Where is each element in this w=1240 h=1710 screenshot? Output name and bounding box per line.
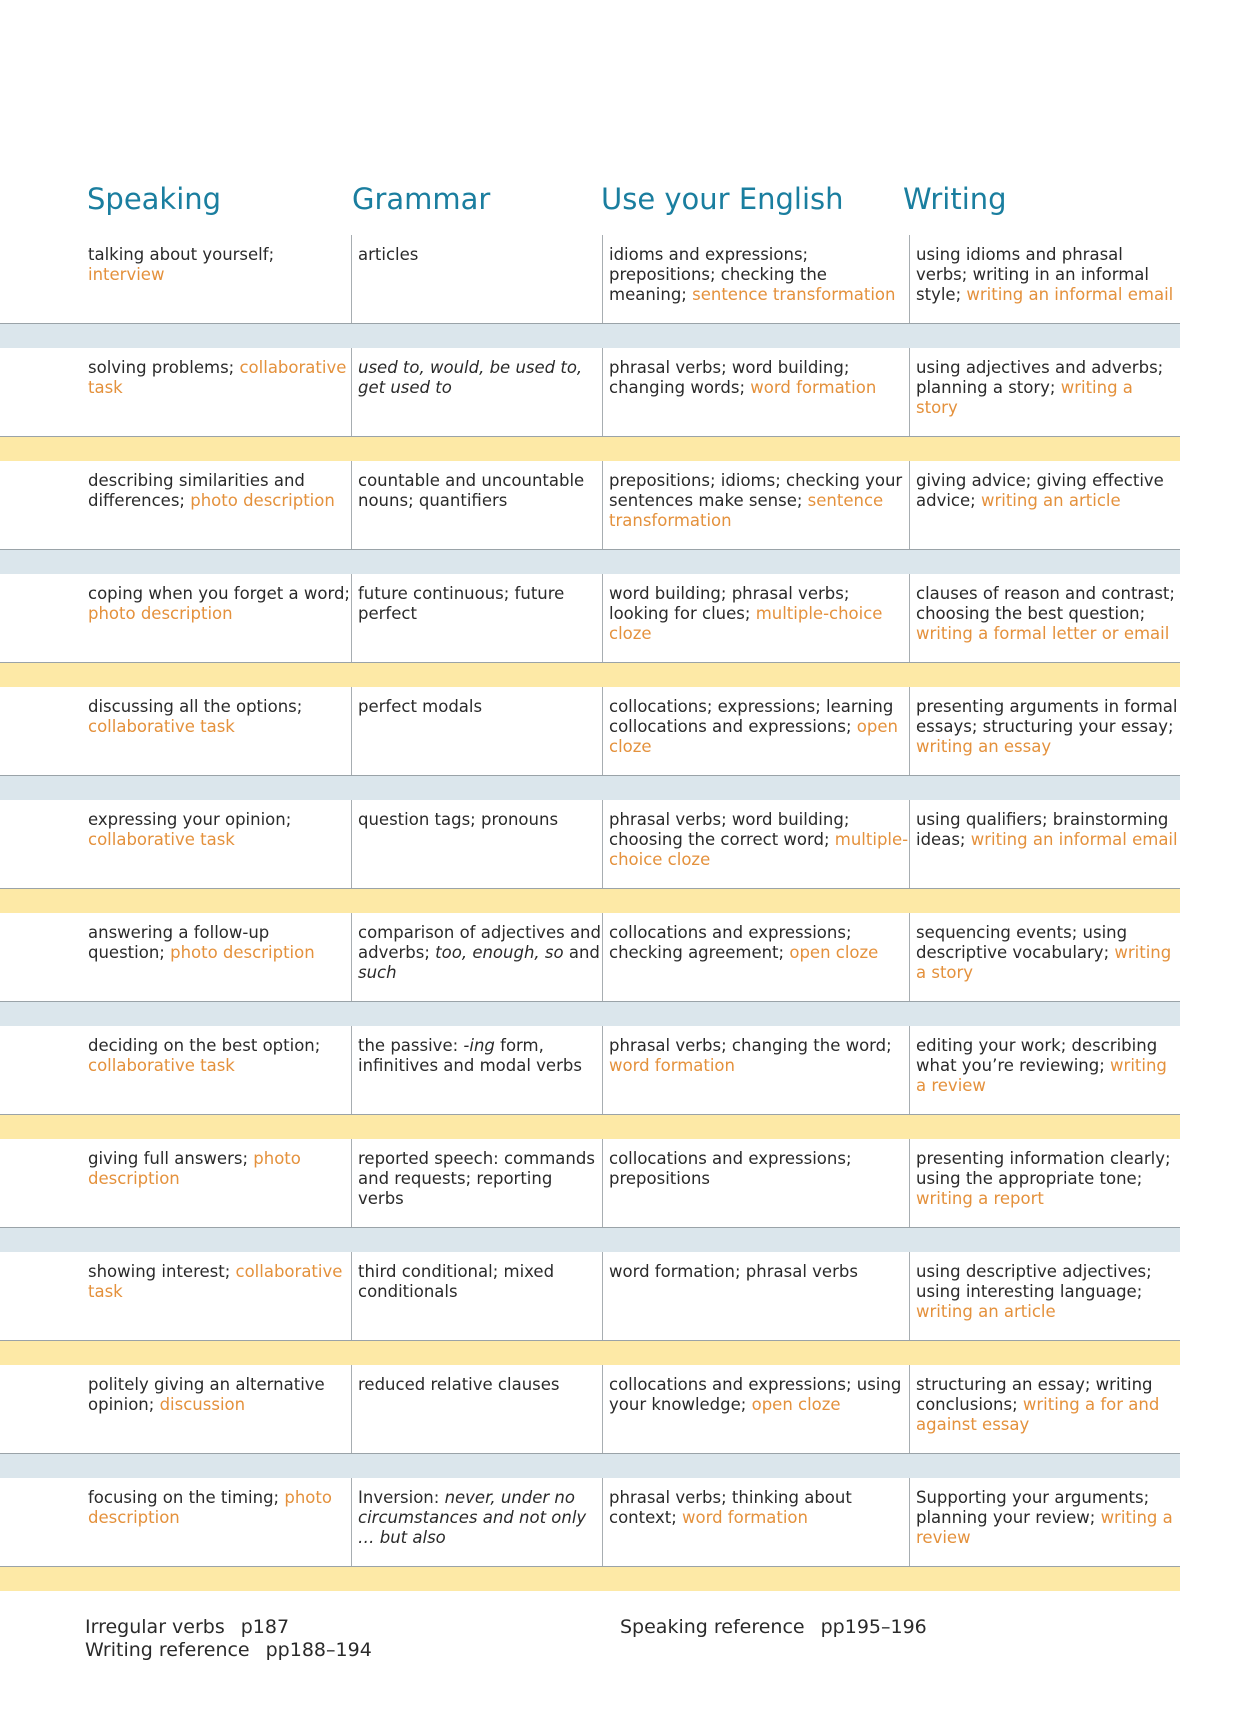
topic-text: presenting arguments in formal essays; structuring your essay; xyxy=(916,697,1178,736)
row-divider-stripe xyxy=(0,1566,1180,1591)
table-row xyxy=(0,800,1180,913)
cell-use-english xyxy=(602,800,909,889)
cell-writing xyxy=(909,1365,1179,1454)
cell-grammar xyxy=(351,348,602,437)
topic-text: phrasal verbs; thinking about context; xyxy=(609,1488,852,1527)
topic-text: comparison of adjectives and adverbs; xyxy=(358,923,601,962)
cell-speaking xyxy=(88,348,350,437)
cell-grammar xyxy=(351,1478,602,1567)
task-type: collaborative task xyxy=(88,358,347,397)
topic-text: using descriptive adjectives; using interesting language; xyxy=(916,1262,1152,1301)
topic-text: countable and uncountable nouns; quantifiers xyxy=(358,471,585,510)
task-type: writing a review xyxy=(916,1056,1167,1095)
row-divider-stripe xyxy=(0,1001,1180,1026)
task-type: discussion xyxy=(159,1395,246,1414)
task-type: sentence transformation xyxy=(609,491,884,530)
table-row xyxy=(0,1026,1180,1139)
topic-text: collocations; expressions; learning collocations and expressions; xyxy=(609,697,894,736)
cell-grammar xyxy=(351,1365,602,1454)
cell-grammar xyxy=(351,1026,602,1115)
topic-text: word formation; phrasal verbs xyxy=(609,1262,858,1281)
topic-text: form, infinitives and modal verbs xyxy=(358,1036,582,1075)
topic-text: giving advice; giving effective advice; xyxy=(916,471,1164,510)
cell-speaking xyxy=(88,1365,350,1454)
task-type: writing a formal letter or email xyxy=(916,624,1170,643)
cell-writing xyxy=(909,348,1179,437)
task-type: writing an essay xyxy=(916,737,1052,756)
cell-speaking xyxy=(88,461,350,550)
cell-grammar xyxy=(351,1252,602,1341)
cell-writing xyxy=(909,574,1179,663)
topic-text: collocations and expressions; prepositions xyxy=(609,1149,852,1188)
italic-text: never, under no circumstances and not only … but also xyxy=(358,1488,587,1547)
cell-writing xyxy=(909,800,1179,889)
speaking-reference-pages: pp195–196 xyxy=(820,1616,927,1638)
topic-text: focusing on the timing; xyxy=(88,1488,285,1507)
task-type: collaborative task xyxy=(88,830,235,849)
task-type: writing a for and against essay xyxy=(916,1395,1160,1434)
italic-text: such xyxy=(358,963,397,982)
row-divider-stripe xyxy=(0,662,1180,687)
cell-speaking xyxy=(88,1252,350,1341)
topic-text: word building; phrasal verbs; looking for clues; xyxy=(609,584,850,623)
italic-text: used to, would, be used to, get used to xyxy=(358,358,583,397)
task-type: collaborative task xyxy=(88,1056,235,1075)
cell-grammar xyxy=(351,800,602,889)
task-type: photo description xyxy=(88,604,233,623)
table-row xyxy=(0,913,1180,1026)
row-divider-stripe xyxy=(0,1340,1180,1365)
irregular-verbs-page: p187 xyxy=(240,1616,290,1638)
irregular-verbs-label: Irregular verbs xyxy=(85,1616,225,1638)
header-grammar: Grammar xyxy=(352,182,491,216)
topic-text: talking about yourself; xyxy=(88,245,275,264)
column-headers xyxy=(0,182,1240,222)
task-type: open cloze xyxy=(751,1395,841,1414)
task-type: photo description xyxy=(88,1488,332,1527)
task-type: open cloze xyxy=(789,943,879,962)
task-type: photo description xyxy=(170,943,315,962)
cell-use-english xyxy=(602,1139,909,1228)
topic-text: third conditional; mixed conditionals xyxy=(358,1262,555,1301)
table-row xyxy=(0,1365,1180,1478)
header-writing: Writing xyxy=(903,182,1007,216)
cell-writing xyxy=(909,461,1179,550)
topic-text: expressing your opinion; xyxy=(88,810,292,829)
cell-writing xyxy=(909,913,1179,1002)
table-row xyxy=(0,1252,1180,1365)
task-type: word formation xyxy=(750,378,877,397)
topic-text: collocations and expressions; checking agreement; xyxy=(609,923,852,962)
topic-text: and xyxy=(563,943,600,962)
italic-text: -ing xyxy=(463,1036,495,1055)
task-type: writing a story xyxy=(916,943,1172,982)
cell-grammar xyxy=(351,687,602,776)
table-row xyxy=(0,1478,1180,1591)
topic-text: reported speech: commands and requests; reporting verbs xyxy=(358,1149,595,1208)
task-type: writing an informal email xyxy=(966,285,1174,304)
cell-speaking xyxy=(88,235,350,324)
cell-writing xyxy=(909,1026,1179,1115)
cell-use-english xyxy=(602,1365,909,1454)
task-type: collaborative task xyxy=(88,1262,343,1301)
topic-text: future continuous; future perfect xyxy=(358,584,565,623)
row-divider-stripe xyxy=(0,775,1180,800)
table-row xyxy=(0,235,1180,348)
table-row xyxy=(0,348,1180,461)
topic-text: coping when you forget a word; xyxy=(88,584,350,603)
cell-grammar xyxy=(351,913,602,1002)
table-row xyxy=(0,1139,1180,1252)
cell-use-english xyxy=(602,1478,909,1567)
cell-use-english xyxy=(602,574,909,663)
topic-text: using adjectives and adverbs; planning a story; xyxy=(916,358,1164,397)
topic-text: phrasal verbs; changing the word; xyxy=(609,1036,892,1055)
topic-text: showing interest; xyxy=(88,1262,236,1281)
topic-text: perfect modals xyxy=(358,697,483,716)
irregular-verbs-ref xyxy=(85,1616,372,1639)
cell-writing xyxy=(909,1478,1179,1567)
task-type: word formation xyxy=(609,1056,735,1075)
cell-speaking xyxy=(88,574,350,663)
topic-text: articles xyxy=(358,245,419,264)
task-type: collaborative task xyxy=(88,717,235,736)
task-type: writing an article xyxy=(916,1302,1056,1321)
footer-left xyxy=(85,1616,372,1662)
topic-text: solving problems; xyxy=(88,358,240,377)
cell-grammar xyxy=(351,574,602,663)
topic-text: sequencing events; using descriptive vocabulary; xyxy=(916,923,1128,962)
cell-use-english xyxy=(602,1252,909,1341)
task-type: interview xyxy=(88,265,165,284)
writing-reference-label: Writing reference xyxy=(85,1639,250,1661)
topic-text: structuring an essay; writing conclusions; xyxy=(916,1375,1153,1414)
topic-text: question tags; pronouns xyxy=(358,810,559,829)
cell-use-english xyxy=(602,348,909,437)
cell-grammar xyxy=(351,1139,602,1228)
cell-speaking xyxy=(88,1139,350,1228)
writing-reference-pages: pp188–194 xyxy=(265,1639,372,1661)
writing-reference-ref xyxy=(85,1639,372,1662)
cell-speaking xyxy=(88,687,350,776)
topic-text: deciding on the best option; xyxy=(88,1036,321,1055)
topic-text: editing your work; describing what you’re reviewing; xyxy=(916,1036,1158,1075)
cell-speaking xyxy=(88,1478,350,1567)
topic-text: the passive: xyxy=(358,1036,464,1055)
cell-use-english xyxy=(602,235,909,324)
topic-text: phrasal verbs; word building; changing words; xyxy=(609,358,850,397)
task-type: writing a story xyxy=(916,378,1133,417)
task-type: writing an article xyxy=(980,491,1121,510)
task-type: writing a review xyxy=(916,1508,1173,1547)
topic-text: presenting information clearly; using the appropriate tone; xyxy=(916,1149,1171,1188)
task-type: sentence transformation xyxy=(692,285,896,304)
cell-use-english xyxy=(602,913,909,1002)
cell-writing xyxy=(909,687,1179,776)
row-divider-stripe xyxy=(0,888,1180,913)
task-type: photo description xyxy=(88,1149,301,1188)
cell-writing xyxy=(909,1252,1179,1341)
topic-text: idioms and expressions; prepositions; checking the meaning; xyxy=(609,245,827,304)
task-type: open cloze xyxy=(609,717,898,756)
topic-text: prepositions; idioms; checking your sentences make sense; xyxy=(609,471,903,510)
topic-text: clauses of reason and contrast; choosing the best question; xyxy=(916,584,1175,623)
table-row xyxy=(0,461,1180,574)
cell-writing xyxy=(909,1139,1179,1228)
cell-use-english xyxy=(602,461,909,550)
topic-text: phrasal verbs; word building; choosing the correct word; xyxy=(609,810,850,849)
row-divider-stripe xyxy=(0,1453,1180,1478)
header-speaking: Speaking xyxy=(87,182,222,216)
task-type: photo description xyxy=(190,491,335,510)
topic-text: answering a follow-up question; xyxy=(88,923,270,962)
row-divider-stripe xyxy=(0,549,1180,574)
cell-grammar xyxy=(351,235,602,324)
row-divider-stripe xyxy=(0,1114,1180,1139)
task-type: multiple-choice cloze xyxy=(609,604,883,643)
topic-text: Supporting your arguments; planning your review; xyxy=(916,1488,1150,1527)
cell-use-english xyxy=(602,1026,909,1115)
topic-text: Inversion: xyxy=(358,1488,445,1507)
row-divider-stripe xyxy=(0,1227,1180,1252)
row-divider-stripe xyxy=(0,436,1180,461)
cell-speaking xyxy=(88,800,350,889)
cell-grammar xyxy=(351,461,602,550)
cell-use-english xyxy=(602,687,909,776)
topic-text: using qualifiers; brainstorming ideas; xyxy=(916,810,1169,849)
cell-speaking xyxy=(88,1026,350,1115)
topic-text: using idioms and phrasal verbs; writing in an informal style; xyxy=(916,245,1149,304)
topic-text: describing similarities and differences; xyxy=(88,471,305,510)
speaking-reference-label: Speaking reference xyxy=(620,1616,805,1638)
topic-text: reduced relative clauses xyxy=(358,1375,560,1394)
footer-right xyxy=(620,1616,927,1639)
task-type: multiple-choice cloze xyxy=(609,830,909,869)
task-type: word formation xyxy=(682,1508,808,1527)
table-row xyxy=(0,687,1180,800)
cell-speaking xyxy=(88,913,350,1002)
cell-writing xyxy=(909,235,1179,324)
table-row xyxy=(0,574,1180,687)
italic-text: too, enough, so xyxy=(435,943,564,962)
topic-text: giving full answers; xyxy=(88,1149,254,1168)
header-use-your-english: Use your English xyxy=(601,182,844,216)
topic-text: politely giving an alternative opinion; xyxy=(88,1375,325,1414)
task-type: writing an informal email xyxy=(970,830,1178,849)
topic-text: discussing all the options; xyxy=(88,697,303,716)
topic-text: collocations and expressions; using your knowledge; xyxy=(609,1375,902,1414)
speaking-reference-ref xyxy=(620,1616,927,1639)
task-type: writing a report xyxy=(916,1189,1044,1208)
row-divider-stripe xyxy=(0,323,1180,348)
